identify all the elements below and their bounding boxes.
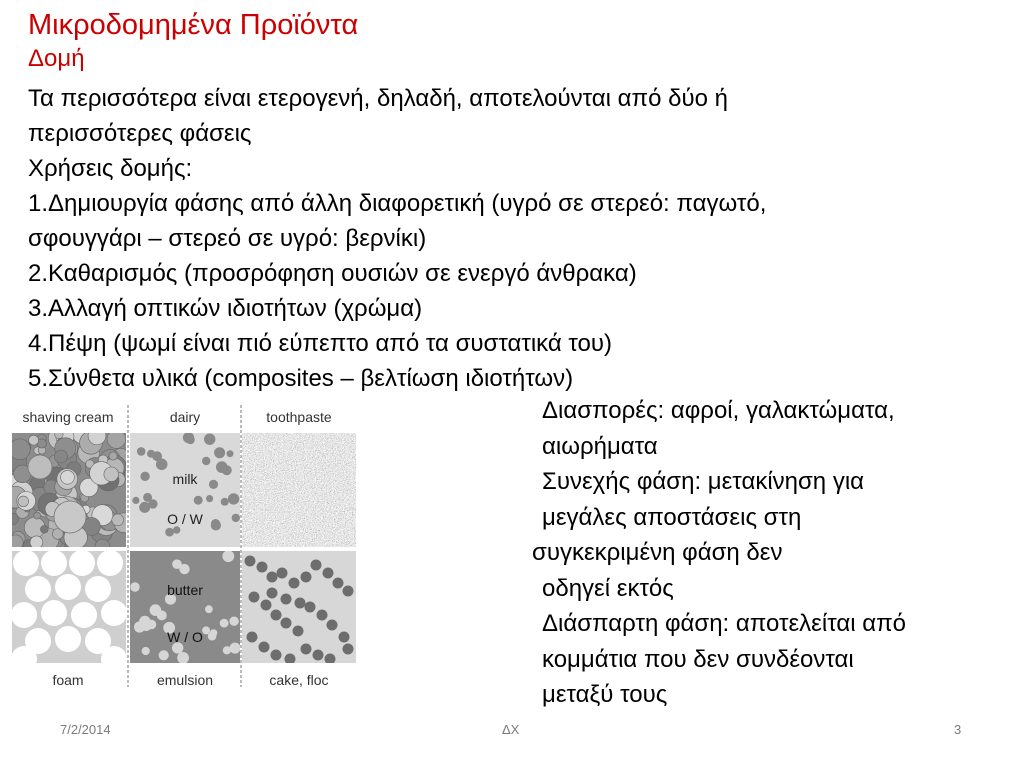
right-line: Συνεχής φάση: μετακίνηση για [542, 468, 865, 495]
body-line: 4.Πέψη (ψωμί είναι πιό εύπεπτο από τα συστατικά του) [28, 330, 613, 357]
right-line: αιωρήματα [542, 432, 658, 460]
right-line: Διασπορές: αφροί, γαλακτώματα, [542, 397, 895, 424]
label-shaving-cream: shaving cream [22, 409, 114, 425]
label-milk: milk [172, 471, 198, 487]
slide-subtitle: Δομή [28, 45, 85, 72]
right-line: Διάσπαρτη φάση: αποτελείται από [542, 610, 906, 637]
right-line: κομμάτια που δεν συνδέονται [542, 645, 854, 673]
right-line: μεγάλες αποστάσεις στη [542, 503, 802, 531]
right-line: συγκεκριμένη φάση δεν [532, 539, 783, 566]
right-line: οδηγεί εκτός [542, 574, 674, 602]
body-line: 2.Καθαρισμός (προσρόφηση ουσιών σε ενεργό άνθρακα) [28, 260, 637, 287]
label-w-o: W / O [167, 629, 203, 645]
label-emulsion: emulsion [156, 672, 214, 688]
body-text [28, 81, 958, 396]
page-number: 3 [954, 722, 962, 737]
body-line: 1.Δημιουργία φάσης από άλλη διαφορετική (υγρό σε στερεό: παγωτό, [28, 190, 767, 217]
microstructure-figure [10, 397, 358, 693]
label-foam: foam [52, 672, 84, 688]
right-line: μεταξύ τους [542, 681, 668, 708]
slide-title: Μικροδομημένα Προϊόντα [28, 9, 359, 41]
label-butter: butter [167, 582, 203, 598]
label-cake-floc: cake, floc [269, 672, 329, 688]
body-line: 5.Σύνθετα υλικά (composites – βελτίωση ιδιοτήτων) [28, 365, 574, 392]
label-toothpaste: toothpaste [266, 409, 332, 425]
microstructure-svg [10, 397, 358, 693]
body-line: περισσότερες φάσεις [28, 120, 252, 147]
panel-toothpaste [242, 433, 356, 547]
label-dairy: dairy [169, 409, 201, 425]
body-line: 3.Αλλαγή οπτικών ιδιοτήτων (χρώμα) [28, 295, 423, 322]
body-line: σφουγγάρι – στερεό σε υγρό: βερνίκι) [28, 225, 427, 252]
right-text [532, 393, 1002, 713]
footer-center: ΔΧ [502, 722, 520, 737]
footer-date: 7/2/2014 [60, 722, 111, 737]
body-line: Χρήσεις δομής: [28, 155, 193, 182]
body-line: Τα περισσότερα είναι ετερογενή, δηλαδή, αποτελούνται από δύο ή [28, 85, 728, 112]
label-o-w: O / W [167, 511, 203, 527]
